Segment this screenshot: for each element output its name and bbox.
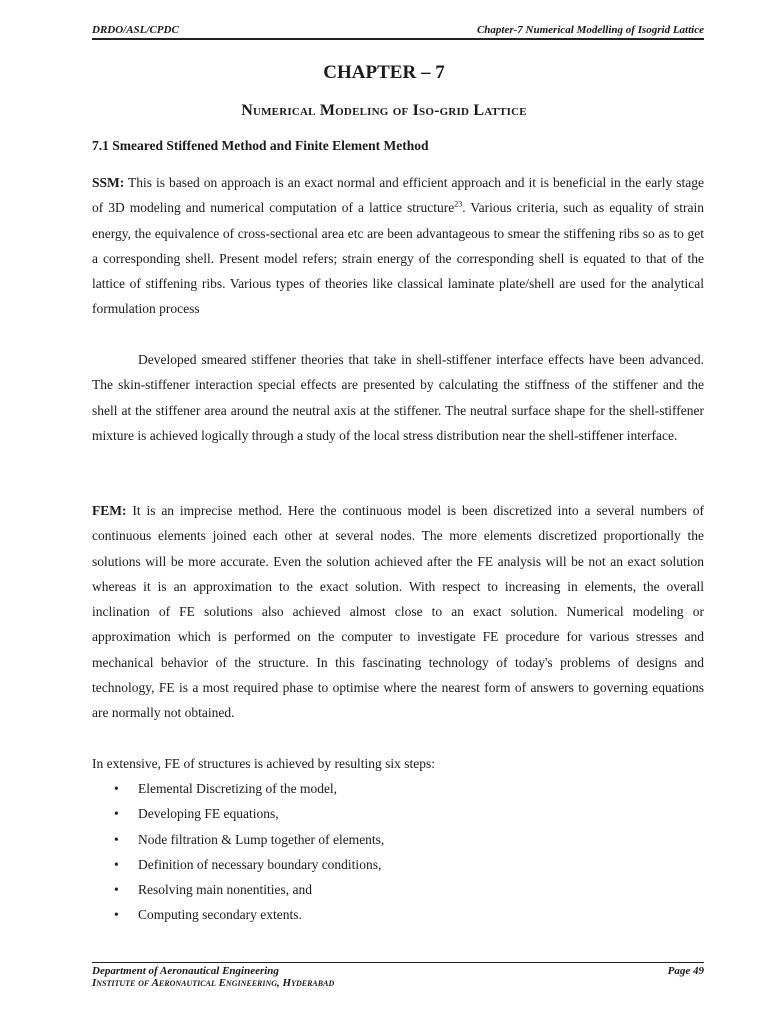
footer-institute: Institute of Aeronautical Engineering, Hyderabad: [92, 977, 335, 989]
ssm-paragraph: [92, 170, 704, 322]
steps-list: [92, 776, 384, 928]
bullet-icon: •: [114, 856, 119, 872]
bullet-icon: •: [114, 781, 119, 796]
header-right: Chapter-7 Numerical Modelling of Isogrid Lattice: [476, 24, 704, 36]
bullet-icon: •: [114, 882, 119, 898]
list-item: • Elemental Discretizing of the model,: [92, 776, 384, 801]
fem-text: It is an imprecise method. Here the continuous model is been discretized into a several numbers of continuous elements joined each other at several nodes. The more elements discretized proportionally the solutions will be more accurate. Even the solution achieved after the FE analysis will be not an exact solution whereas it is an approximation to the exact solution. With respect to increasing in elements, the overall inclination of FE solutions also achieved almost close to an exact solution. Numerical modeling or approximation which is performed on the computer to investigate FE procedure for various stresses and mechanical behavior of the structure. In this fascinating technology of today's problems of designs and technology, FE is a most required phase to optimise where the nearest form of answers to governing equations are normally not obtained.: [92, 503, 704, 721]
list-item: • Computing secondary extents.: [92, 902, 384, 927]
ssm-reference: 23: [454, 199, 463, 209]
bullet-icon: •: [114, 907, 119, 923]
list-item: • Node filtration & Lump together of elements,: [92, 827, 384, 852]
footer-department: Department of Aeronautical Engineering: [92, 965, 279, 977]
running-header: [92, 24, 704, 40]
ssm-text-b: . Various criteria, such as equality of strain energy, the equivalence of cross-sectional area etc are been advantageous to smear the stiffening ribs so as to get a corresponding shell. Present model refers; strain energy of the corresponding shell is equated to that of the lattice of stiffening ribs. Various types of theories like classical laminate plate/shell are used for the analytical formulation process: [92, 200, 705, 317]
list-item: • Definition of necessary boundary conditions,: [92, 852, 384, 877]
steps-intro: In extensive, FE of structures is achieved by resulting six steps:: [92, 756, 436, 771]
fem-label: FEM:: [92, 503, 127, 518]
chapter-title: Numerical Modeling of Iso-grid Lattice: [241, 102, 527, 119]
header-left: DRDO/ASL/CPDC: [92, 24, 179, 36]
chapter-number: CHAPTER – 7: [323, 62, 445, 83]
page-number: Page 49: [667, 965, 704, 977]
list-item: • Resolving main nonentities, and: [92, 877, 384, 902]
section-heading: 7.1 Smeared Stiffened Method and Finite Element Method: [92, 138, 429, 153]
page-footer: [92, 962, 704, 989]
fem-paragraph: [92, 498, 704, 726]
bullet-icon: •: [114, 806, 119, 822]
list-item: • Developing FE equations,: [92, 801, 384, 826]
smeared-paragraph: Developed smeared stiffener theories that take in shell-stiffener interface effects have been advanced. The skin-stiffener interaction special effects are presented by calculating the stiffness of the stiffener and the shell at the stiffener area around the neutral axis at the stiffener. The neutral surface shape for the shell-stiffener mixture is achieved logically through a study of the local stress distribution near the shell-stiffener interface.: [92, 352, 704, 443]
ssm-text-a: This is based on approach is an exact normal and efficient approach and it is beneficial in the early stage of 3D modeling and numerical computation of a lattice structure: [92, 175, 704, 216]
bullet-icon: •: [114, 831, 119, 847]
ssm-label: SSM:: [92, 175, 125, 190]
